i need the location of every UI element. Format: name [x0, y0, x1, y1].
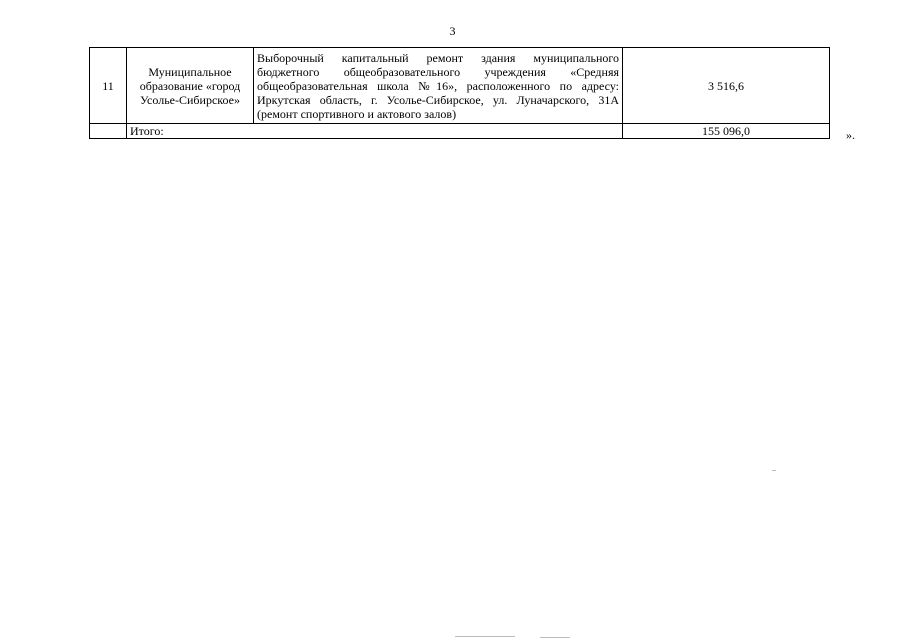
amount-cell: 3 516,6 [623, 48, 830, 124]
closing-quote: ». [846, 128, 855, 142]
table-row [90, 48, 830, 124]
total-number-cell [90, 124, 127, 139]
total-amount: 155 096,0 [623, 124, 830, 139]
page-number: 3 [449, 24, 456, 38]
description-cell: Выборочный капитальный ремонт здания муниципального бюджетного общеобразовательного учреждения «Средняя общеобразовательная школа №16», расположенного по адресу: Иркутская область, г. Усолье-Сибирское, ул. Луначарского, 31А (ремонт спортивного и актового залов) [254, 48, 623, 124]
row-number: 11 [90, 48, 127, 124]
total-label: Итого: [127, 124, 623, 139]
scan-artifact [540, 637, 570, 638]
municipality-cell: Муниципальное образование «город Усолье-Сибирское» [127, 48, 254, 124]
total-row [90, 124, 830, 139]
allocation-table [89, 47, 830, 139]
scan-artifact [772, 470, 776, 471]
scan-artifact [455, 636, 515, 637]
